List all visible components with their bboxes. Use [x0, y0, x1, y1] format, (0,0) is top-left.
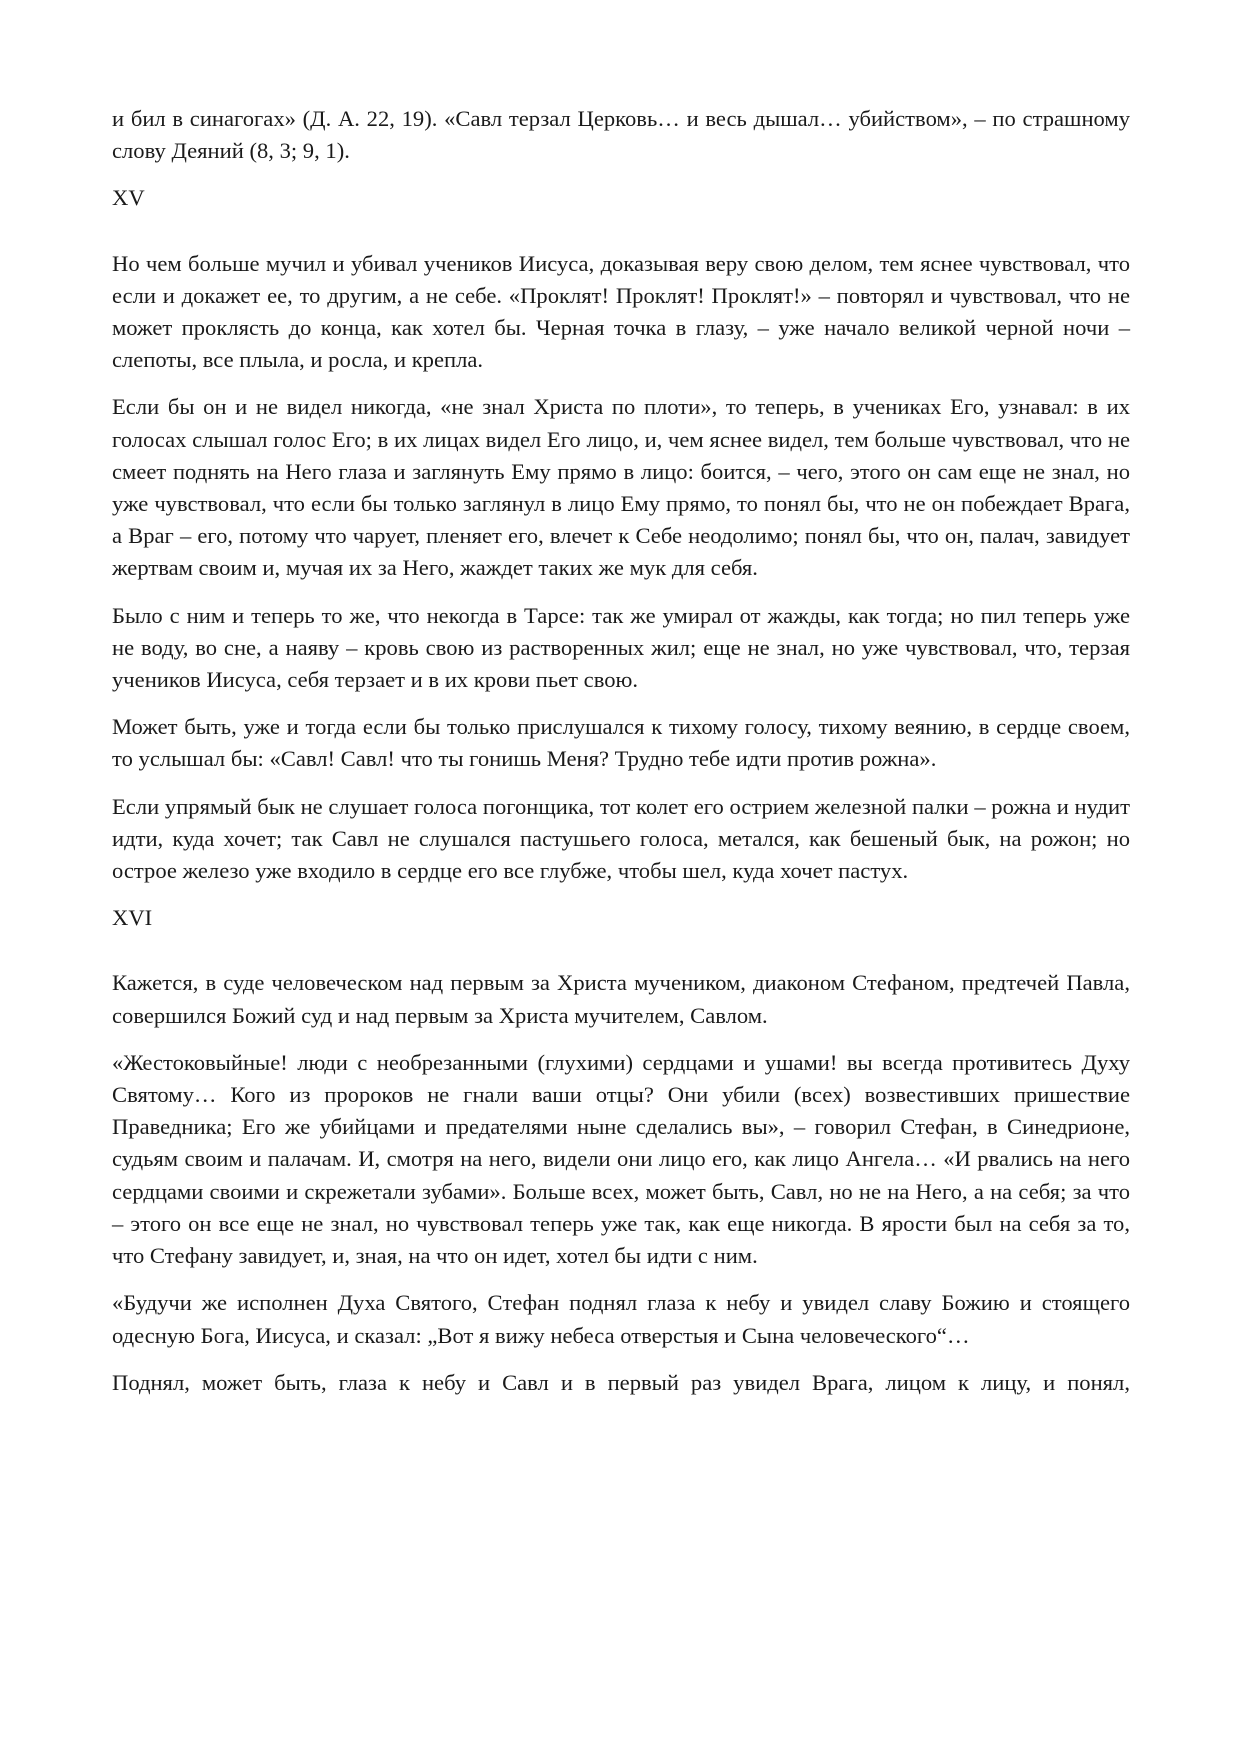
paragraph-3: Если бы он и не видел никогда, «не знал Христа по плоти», то теперь, в учениках Его, узнавал: в их голосах слышал голос Его; в их лицах видел Его лицо, и, чем яснее видел, тем больше чувствовал, что не смеет поднять на Него глаза и заглянуть Ему прямо в лицо: боится, – чего, этого он сам еще не знал, но уже чувствовал, что если бы только заглянул в лицо Ему прямо, то понял бы, что не он побеждает Врага, а Враг – его, потому что чарует, пленяет его, влечет к Себе неодолимо; понял бы, что он, палач, завидует жертвам своим и, мучая их за Него, жаждет таких же мук для себя. — [112, 394, 1130, 581]
paragraph-2: Но чем больше мучил и убивал учеников Иисуса, доказывая веру свою делом, тем яснее чувствовал, что если и докажет ее, то другим, а не себе. «Проклят! Проклят! Проклят!» – повторял и чувствовал, что не может проклясть до конца, как хотел бы. Черная точка в глазу, – уже начало великой черной ночи – слепоты, все плыла, и росла, и крепла. — [112, 250, 1130, 373]
document-page — [112, 103, 1130, 1414]
paragraph-4: Было с ним и теперь то же, что некогда в Тарсе: так же умирал от жажды, как тогда; но пил теперь уже не воду, во сне, а наяву – кровь свою из растворенных жил; еще не знал, но уже чувствовал, что, терзая учеников Иисуса, себя терзает и в их крови пьет свою. — [112, 602, 1130, 693]
chapter-heading-xvi: XVI — [112, 905, 153, 931]
paragraph-1: и бил в синагогах» (Д. А. 22, 19). «Савл терзал Церковь… и весь дышал… убийством», – по страшному слову Деяний (8, 3; 9, 1). — [112, 106, 1130, 164]
chapter-heading-xv: XV — [112, 185, 145, 211]
paragraph-10: Поднял, может быть, глаза к небу и Савл и в первый раз увидел Врага, лицом к лицу, и понял, — [112, 1369, 1130, 1395]
paragraph-6: Если упрямый бык не слушает голоса погонщика, тот колет его острием железной палки – рожна и нудит идти, куда хочет; так Савл не слушался пастушьего голоса, метался, как бешеный бык, на рожон; но острое железо уже входило в сердце его все глубже, чтобы шел, куда хочет пастух. — [112, 793, 1130, 884]
paragraph-8: «Жестоковыйные! люди с необрезанными (глухими) сердцами и ушами! вы всегда противитесь Духу Святому… Кого из пророков не гнали ваши отцы? Они убили (всех) возвестивших пришествие Праведника; Его же убийцами и предателями ныне сделались вы», – говорил Стефан, в Синедрионе, судьям своим и палачам. И, смотря на него, видели они лицо его, как лицо Ангела… «И рвались на него сердцами своими и скрежетали зубами». Больше всех, может быть, Савл, но не на Него, а на себя; за что – этого он все еще не знал, но чувствовал теперь уже так, как еще никогда. В ярости был на себя за то, что Стефану завидует, и, зная, на что он идет, хотел бы идти с ним. — [112, 1049, 1130, 1269]
paragraph-5: Может быть, уже и тогда если бы только прислушался к тихому голосу, тихому веянию, в сердце своем, то услышал бы: «Савл! Савл! что ты гонишь Меня? Трудно тебе идти против рожна». — [112, 714, 1130, 772]
paragraph-9: «Будучи же исполнен Духа Святого, Стефан поднял глаза к небу и увидел славу Божию и стоящего одесную Бога, Иисуса, и сказал: „Вот я вижу небеса отверстыя и Сына человеческого“… — [112, 1290, 1130, 1348]
paragraph-7: Кажется, в суде человеческом над первым за Христа мучеником, диаконом Стефаном, предтечей Павла, совершился Божий суд и над первым за Христа мучителем, Савлом. — [112, 970, 1130, 1028]
